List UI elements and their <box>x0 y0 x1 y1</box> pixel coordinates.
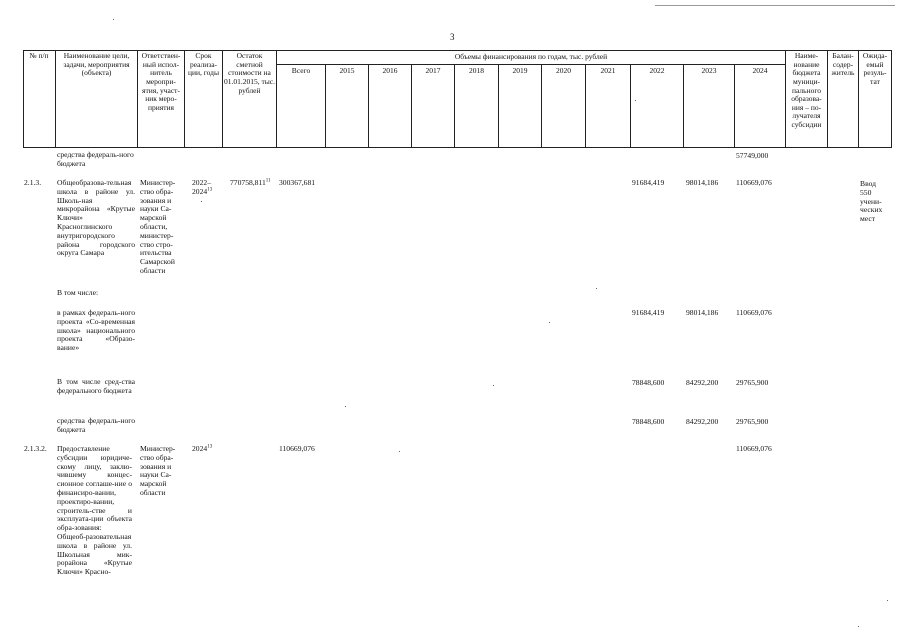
header-subrow-border <box>276 64 785 65</box>
row-name: В том числе: <box>57 288 99 297</box>
col-border <box>891 50 892 148</box>
scan-speck <box>635 100 636 101</box>
value-2022: 91684,419 <box>632 178 665 187</box>
header-year-2022: 2022 <box>649 66 665 75</box>
value-2023: 98014,186 <box>686 308 719 317</box>
value-2024: 110669,076 <box>736 444 772 453</box>
col-border <box>411 64 412 148</box>
col-border <box>734 64 735 148</box>
col-border <box>137 50 138 148</box>
value-2024: 29765,900 <box>736 417 769 426</box>
header-name: Наименование цели, задачи, мероприятия (объекта) <box>63 51 130 78</box>
scan-speck <box>399 451 400 452</box>
col-border <box>325 64 326 148</box>
col-border <box>683 64 684 148</box>
value-2024: 57749,000 <box>736 151 769 160</box>
header-total: Всего <box>291 66 311 75</box>
value-2022: 78848,600 <box>632 378 665 387</box>
header-balance: Остаток сметной стоимости на 01.01.2015, тыс. рублей <box>223 51 276 95</box>
row-name: в рамках федераль-ного проекта «Со-временная школа» национального проекта «Образо-вание» <box>57 308 135 353</box>
col-border <box>368 64 369 148</box>
row-name: В том числе сред-ства федерального бюджета <box>57 377 135 395</box>
value-2024: 110669,076 <box>736 308 772 317</box>
scan-speck <box>113 19 114 20</box>
value-2023: 98014,186 <box>686 178 719 187</box>
header-year-2018: 2018 <box>469 66 484 75</box>
row-term <box>192 445 212 454</box>
row-number: 2.1.3.2. <box>24 444 47 453</box>
col-border <box>498 64 499 148</box>
col-border <box>630 64 631 148</box>
header-year-2019: 2019 <box>512 66 528 75</box>
header-responsible: Ответствен-ный испол-нитель меропри-ятия, участ-ник меро-приятия <box>141 51 181 112</box>
value-2023: 84292,200 <box>686 378 719 387</box>
col-border <box>541 64 542 148</box>
header-year-2015: 2015 <box>339 66 355 75</box>
balance-footnote: 11 <box>265 178 271 184</box>
scan-speck <box>345 406 346 407</box>
scan-speck <box>858 626 859 627</box>
header-num: № п/п <box>29 51 49 60</box>
header-holder: Балан-содер-житель <box>831 51 855 78</box>
value-total: 300367,681 <box>279 178 316 187</box>
row-name: средства федераль-ного бюджета <box>57 150 134 168</box>
row-term <box>192 179 222 197</box>
header-year-2021: 2021 <box>600 66 616 75</box>
scan-speck <box>201 201 202 202</box>
header-year-2023: 2023 <box>701 66 717 75</box>
row-name: средства федераль-ного бюджета <box>57 416 135 434</box>
row-name: Общеобразова-тельная школа в районе ул. Школь-ная микрорайона «Крутые Ключи» Красноглинского внутригородского района городского округа Самара <box>57 178 135 258</box>
value-2023: 84292,200 <box>686 417 719 426</box>
scan-mark <box>655 5 895 6</box>
term-value: 2022–2024 <box>192 178 211 196</box>
col-border <box>454 64 455 148</box>
scan-speck <box>887 600 888 601</box>
header-year-2020: 2020 <box>556 66 571 75</box>
col-border <box>23 50 24 148</box>
scan-speck <box>596 288 597 289</box>
value-2024: 29765,900 <box>736 378 769 387</box>
row-balance <box>230 179 271 188</box>
row-name: Предоставление субсидии юридиче-скому лицу, заклю-чившему концес-сионное соглаше-ние о финансиро-вании, проектиро-вании, строитель-стве и эксплуата-ции объекта обра-зования: Общеоб-разовательная школа в районе ул. Школьная мик-рорайона «Крутые Ключи» Красно- <box>57 444 132 577</box>
term-value: 2024 <box>192 444 208 453</box>
scan-speck <box>493 385 494 386</box>
page-number: 3 <box>450 32 455 42</box>
row-responsible: Министер-ство обра-зования и науки Са-марской области, министер-ство стро-ительства Самарской области <box>140 178 176 275</box>
header-term: Срок реализа-ции, годы <box>187 51 220 78</box>
header-result: Ожида-емый резуль-тат <box>862 51 888 86</box>
header-year-2024: 2024 <box>752 66 768 75</box>
row-responsible: Министер-ство обра-зования и науки Са-марской области <box>140 444 176 497</box>
col-border <box>276 50 277 148</box>
header-volumes: Объемы финансирования по годам, тыс. рублей <box>454 52 608 61</box>
balance-value: 770758,811 <box>230 178 266 187</box>
scan-speck <box>549 322 550 323</box>
row-number: 2.1.3. <box>24 178 42 187</box>
value-2022: 78848,600 <box>632 417 665 426</box>
col-border <box>55 50 56 148</box>
header-budget: Наиме-нование бюджета муници-пального образова-ния – по-лучателя субсидии <box>791 51 822 129</box>
value-total: 110669,076 <box>279 444 315 453</box>
value-2024: 110669,076 <box>736 178 772 187</box>
header-bottom-border <box>23 147 892 148</box>
term-footnote: 13 <box>207 444 213 450</box>
value-2022: 91684,419 <box>632 308 665 317</box>
header-year-2016: 2016 <box>382 66 398 75</box>
header-year-2017: 2017 <box>425 66 441 75</box>
col-border <box>585 64 586 148</box>
term-footnote: 13 <box>207 187 213 193</box>
row-result: Ввод 550 учени-ческих мест <box>860 179 883 224</box>
